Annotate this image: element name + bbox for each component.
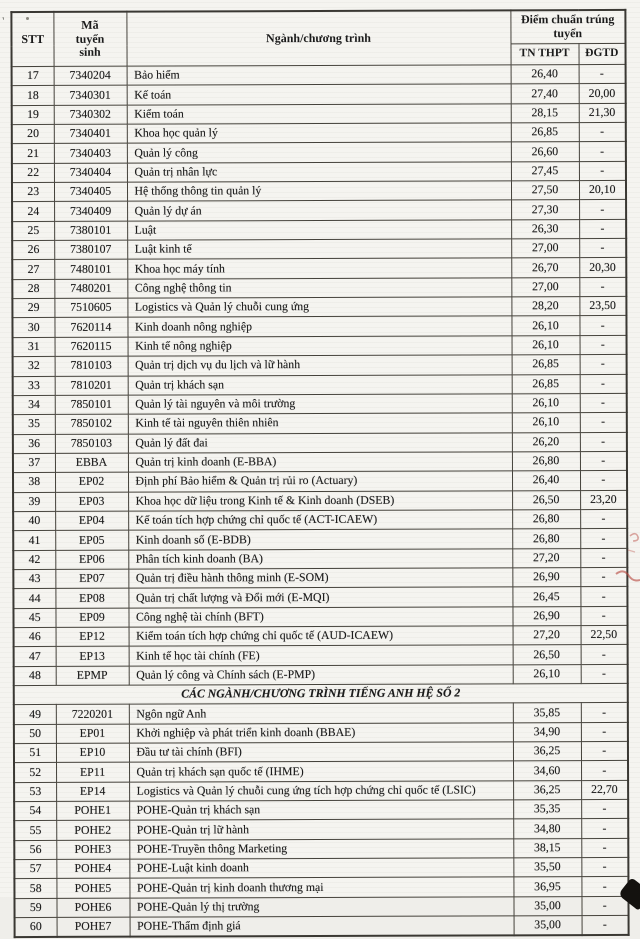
tn-thpt-cell: 26,60 <box>511 142 579 162</box>
stt-cell: 23 <box>12 182 54 201</box>
table-row <box>12 161 626 182</box>
table-row <box>14 799 628 820</box>
major-cell: POHE-Quản trị kinh doanh thương mại <box>129 877 513 898</box>
code-cell: EP03 <box>55 492 128 512</box>
major-cell: Kiểm toán tích hợp chứng chỉ quốc tế (AUD-ICAEW) <box>129 626 513 647</box>
code-cell: EP11 <box>56 763 129 783</box>
header-tn-thpt: TN THPT <box>511 44 579 65</box>
table-row <box>12 64 626 85</box>
stt-cell: 17 <box>12 66 54 85</box>
code-cell: POHE7 <box>57 917 130 937</box>
stt-cell: 31 <box>13 337 55 356</box>
tn-thpt-cell: 27,45 <box>511 161 579 181</box>
stt-cell: 55 <box>14 821 56 840</box>
dgtd-cell: - <box>581 799 628 819</box>
code-cell: 7480201 <box>54 279 127 299</box>
code-cell: POHE5 <box>56 879 129 899</box>
dgtd-cell: 22,50 <box>581 625 628 645</box>
dgtd-cell: 22,70 <box>581 780 628 800</box>
table-row <box>14 741 628 762</box>
dgtd-cell: - <box>579 219 626 239</box>
code-cell: EP10 <box>56 743 129 763</box>
tn-thpt-cell: 26,70 <box>511 258 579 278</box>
tn-thpt-cell: 34,80 <box>513 819 581 839</box>
table-row <box>13 355 627 376</box>
dgtd-cell: - <box>581 896 628 916</box>
code-cell: 7620114 <box>54 318 127 338</box>
code-cell: EP01 <box>56 724 129 744</box>
table-row <box>13 451 627 472</box>
code-cell: 7850103 <box>55 434 128 454</box>
table-row <box>12 103 626 124</box>
tn-thpt-cell: 26,85 <box>511 123 579 143</box>
major-cell: Kinh tế học tài chính (FE) <box>129 645 513 666</box>
scan-tick-mark: ' <box>1 13 7 29</box>
admission-scores-table <box>10 9 629 939</box>
stt-cell: 54 <box>14 801 56 820</box>
tn-thpt-cell: 26,10 <box>512 393 580 413</box>
code-cell: EP05 <box>55 530 128 550</box>
major-cell: Khởi nghiệp và phát triển kinh doanh (BBAE) <box>129 723 513 744</box>
code-cell: POHE6 <box>56 898 129 918</box>
stt-cell: 36 <box>13 434 55 453</box>
major-cell: Quản trị khách sạn quốc tế (IHME) <box>129 761 513 782</box>
major-cell: Ngôn ngữ Anh <box>129 703 513 724</box>
table-row <box>14 838 628 859</box>
dgtd-cell: - <box>580 355 627 375</box>
code-cell: 7340301 <box>54 86 127 106</box>
table-row <box>14 664 628 685</box>
code-cell: 7340409 <box>54 202 127 222</box>
table-row <box>13 471 627 492</box>
tn-thpt-cell: 38,15 <box>513 838 581 858</box>
major-cell: POHE-Quản trị khách sạn <box>129 800 513 821</box>
tn-thpt-cell: 35,00 <box>514 916 582 936</box>
major-cell: Quản lý đất đai <box>128 432 512 453</box>
dgtd-cell: - <box>582 916 629 936</box>
table-row <box>13 374 627 395</box>
tn-thpt-cell: 27,20 <box>513 626 581 646</box>
dgtd-cell: 20,30 <box>579 258 626 278</box>
code-cell: EP04 <box>55 511 128 531</box>
major-cell: POHE-Truyền thông Marketing <box>129 839 513 860</box>
dgtd-cell: - <box>580 567 627 587</box>
dgtd-cell: - <box>581 703 628 723</box>
dgtd-cell: - <box>581 858 628 878</box>
dgtd-cell: - <box>580 374 627 394</box>
major-cell: Kế toán <box>127 84 511 105</box>
major-cell: Quản trị khách sạn <box>128 374 512 395</box>
table-row <box>12 316 626 337</box>
table-row <box>12 180 626 201</box>
stt-cell: 48 <box>14 666 56 685</box>
code-cell: POHE3 <box>56 840 129 860</box>
table-row <box>14 722 628 743</box>
code-cell: 7340204 <box>54 66 127 86</box>
tn-thpt-cell: 27,00 <box>511 277 579 297</box>
stt-cell: 25 <box>12 221 54 240</box>
tn-thpt-cell: 27,40 <box>511 84 579 104</box>
stt-cell: 46 <box>14 627 56 646</box>
code-cell: 7380101 <box>54 221 127 241</box>
header-stt: STT <box>11 12 53 67</box>
table-row <box>12 297 626 318</box>
major-cell: POHE-Quản trị lữ hành <box>129 819 513 840</box>
code-cell: EP06 <box>55 550 128 570</box>
major-cell: Công nghệ tài chính (BFT) <box>128 606 512 627</box>
table-row <box>13 335 627 356</box>
major-cell: Quản lý công và Chính sách (E-PMP) <box>129 664 513 685</box>
code-cell: EBBA <box>55 453 128 473</box>
table-body <box>12 64 629 937</box>
stt-cell: 26 <box>12 241 54 260</box>
stt-cell: 49 <box>14 705 56 724</box>
stt-cell: 21 <box>12 144 54 163</box>
dgtd-cell: - <box>581 722 628 742</box>
stt-cell: 50 <box>14 724 56 743</box>
tn-thpt-cell: 26,50 <box>512 490 580 510</box>
stt-cell: 32 <box>13 357 55 376</box>
tn-thpt-cell: 26,10 <box>512 335 580 355</box>
dgtd-cell: 20,10 <box>579 180 626 200</box>
dgtd-cell: - <box>581 645 628 665</box>
header-dgtd: ĐGTD <box>579 43 626 64</box>
code-cell: EP02 <box>55 472 128 492</box>
table-row <box>13 413 627 434</box>
major-cell: Khoa học máy tính <box>127 258 511 279</box>
major-cell: POHE-Quản lý thị trường <box>129 897 513 918</box>
table-row <box>14 858 628 879</box>
dgtd-cell: - <box>581 838 628 858</box>
major-cell: Logistics và Quản lý chuỗi cung ứng <box>127 297 511 318</box>
dgtd-cell: - <box>579 277 626 297</box>
stt-cell: 39 <box>13 492 55 511</box>
major-cell: Khoa học quản lý <box>127 123 511 144</box>
dgtd-cell: - <box>579 239 626 259</box>
tn-thpt-cell: 26,10 <box>512 413 580 433</box>
code-cell: POHE1 <box>56 801 129 821</box>
major-cell: POHE-Thẩm định giá <box>130 916 514 937</box>
code-cell: EP09 <box>55 608 128 628</box>
tn-thpt-cell: 36,95 <box>513 877 581 897</box>
stt-cell: 44 <box>13 589 55 608</box>
section-title: CÁC NGÀNH/CHƯƠNG TRÌNH TIẾNG ANH HỆ SỐ 2 <box>14 683 628 704</box>
header-score-group: Điểm chuẩn trúng tuyển <box>510 10 625 44</box>
dgtd-cell: - <box>581 877 628 897</box>
stt-cell: 60 <box>15 918 57 938</box>
tn-thpt-cell: 26,40 <box>512 471 580 491</box>
code-cell: 7480101 <box>54 260 127 280</box>
stt-cell: 51 <box>14 743 56 762</box>
stt-cell: 40 <box>13 511 55 530</box>
table-row <box>12 84 626 105</box>
stt-cell: 45 <box>13 608 55 627</box>
major-cell: Quản trị dịch vụ du lịch và lữ hành <box>128 355 512 376</box>
dgtd-cell: - <box>580 587 627 607</box>
code-cell: 7340405 <box>54 182 127 202</box>
table-row <box>14 645 628 666</box>
stt-cell: 18 <box>12 86 54 105</box>
major-cell: Quản trị điều hành thông minh (E-SOM) <box>128 568 512 589</box>
table-row <box>14 819 628 840</box>
major-cell: Logistics và Quản lý chuỗi cung ứng tích hợp chứng chỉ quốc tế (LSIC) <box>129 781 513 802</box>
section-header-row <box>14 683 628 704</box>
dgtd-cell: - <box>579 142 626 162</box>
major-cell: Kinh tế tài nguyên thiên nhiên <box>128 413 512 434</box>
stt-cell: 56 <box>14 840 56 859</box>
stt-cell: 59 <box>14 898 56 917</box>
stt-cell: 28 <box>12 279 54 298</box>
major-cell: Kinh doanh nông nghiệp <box>127 316 511 337</box>
major-cell: Hệ thống thông tin quản lý <box>127 181 511 202</box>
tn-thpt-cell: 26,80 <box>512 509 580 529</box>
tn-thpt-cell: 26,80 <box>512 529 580 549</box>
table-row <box>12 239 626 260</box>
table-row <box>14 896 628 917</box>
table-row <box>13 529 627 550</box>
table-row <box>12 219 626 240</box>
stt-cell: 41 <box>13 531 55 550</box>
major-cell: Định phí Bảo hiểm & Quản trị rủi ro (Actuary) <box>128 471 512 492</box>
code-cell: EP13 <box>56 646 129 666</box>
stt-cell: 37 <box>13 453 55 472</box>
dgtd-cell: - <box>581 741 628 761</box>
table-row <box>13 567 627 588</box>
dgtd-cell: 23,20 <box>580 490 627 510</box>
code-cell: POHE4 <box>56 859 129 879</box>
tn-thpt-cell: 28,15 <box>511 103 579 123</box>
code-cell: EP14 <box>56 782 129 802</box>
code-cell: 7340401 <box>54 124 127 144</box>
major-cell: Quản lý tài nguyên và môi trường <box>128 394 512 415</box>
tn-thpt-cell: 26,50 <box>513 645 581 665</box>
major-cell: Quản trị chất lượng và Đổi mới (E-MQI) <box>128 587 512 608</box>
tn-thpt-cell: 36,25 <box>513 780 581 800</box>
stt-cell: 38 <box>13 473 55 492</box>
tn-thpt-cell: 26,90 <box>512 568 580 588</box>
dgtd-cell: - <box>579 200 626 220</box>
table-row <box>13 509 627 530</box>
dgtd-cell: 20,00 <box>579 84 626 104</box>
stt-cell: 22 <box>12 163 54 182</box>
table-row <box>12 200 626 221</box>
dgtd-cell: - <box>580 509 627 529</box>
tn-thpt-cell: 26,85 <box>512 374 580 394</box>
dgtd-cell: - <box>579 316 626 336</box>
stt-cell: 34 <box>13 395 55 414</box>
table-row <box>13 432 627 453</box>
tn-thpt-cell: 27,00 <box>511 239 579 259</box>
tn-thpt-cell: 26,90 <box>512 606 580 626</box>
dgtd-cell: - <box>580 471 627 491</box>
tn-thpt-cell: 35,85 <box>513 703 581 723</box>
major-cell: Luật kinh tế <box>127 239 511 260</box>
code-cell: 7810103 <box>55 356 128 376</box>
major-cell: Quản trị nhân lực <box>127 162 511 183</box>
dgtd-cell: 23,50 <box>579 297 626 317</box>
table-row <box>13 587 627 608</box>
tn-thpt-cell: 34,90 <box>513 722 581 742</box>
code-cell: POHE2 <box>56 821 129 841</box>
table-row <box>14 703 628 724</box>
stt-cell: 57 <box>14 860 56 879</box>
dgtd-cell: - <box>579 122 626 142</box>
major-cell: Bảo hiểm <box>127 65 511 86</box>
code-cell: 7340302 <box>54 105 127 125</box>
major-cell: Kiểm toán <box>127 104 511 125</box>
table-row <box>13 490 627 511</box>
dgtd-cell: - <box>580 432 627 452</box>
tn-thpt-cell: 26,45 <box>512 587 580 607</box>
stt-cell: 42 <box>13 550 55 569</box>
dgtd-cell: - <box>581 819 628 839</box>
major-cell: Khoa học dữ liệu trong Kinh tế & Kinh doanh (DSEB) <box>128 490 512 511</box>
code-cell: EPMP <box>56 666 129 686</box>
stt-cell: 52 <box>14 763 56 782</box>
tn-thpt-cell: 27,30 <box>511 200 579 220</box>
red-pen-scribble <box>614 528 640 600</box>
code-cell: EP08 <box>55 588 128 608</box>
tn-thpt-cell: 36,25 <box>513 742 581 762</box>
stt-cell: 24 <box>12 202 54 221</box>
table-row <box>13 548 627 569</box>
table-row <box>12 142 626 163</box>
table-row <box>12 258 626 279</box>
tn-thpt-cell: 26,20 <box>512 432 580 452</box>
table-row <box>15 916 629 938</box>
stt-cell: 53 <box>14 782 56 801</box>
tn-thpt-cell: 27,20 <box>512 548 580 568</box>
tn-thpt-cell: 34,60 <box>513 761 581 781</box>
table-row <box>14 761 628 782</box>
header-major: Ngành/chương trình <box>126 10 510 66</box>
tn-thpt-cell: 26,30 <box>511 219 579 239</box>
header-row-1 <box>11 10 625 46</box>
stt-cell: 29 <box>12 299 54 318</box>
major-cell: Đầu tư tài chính (BFI) <box>129 742 513 763</box>
dgtd-cell: - <box>580 451 627 471</box>
code-cell: 7340403 <box>54 144 127 164</box>
dgtd-cell: - <box>580 335 627 355</box>
table-row <box>14 877 628 898</box>
dgtd-cell: - <box>581 761 628 781</box>
stt-cell: 30 <box>12 318 54 337</box>
tn-thpt-cell: 26,10 <box>513 664 581 684</box>
tn-thpt-cell: 35,35 <box>513 800 581 820</box>
code-cell: 7220201 <box>56 705 129 725</box>
code-cell: EP07 <box>55 569 128 589</box>
dgtd-cell: - <box>581 664 628 684</box>
tn-thpt-cell: 28,20 <box>511 297 579 317</box>
major-cell: Phân tích kinh doanh (BA) <box>128 548 512 569</box>
stt-cell: 47 <box>14 647 56 666</box>
dgtd-cell: - <box>579 64 626 84</box>
header-admission-code: Mã tuyển sinh <box>53 12 126 67</box>
table-row <box>13 393 627 414</box>
major-cell: Quản lý dự án <box>127 200 511 221</box>
tn-thpt-cell: 26,40 <box>511 65 579 85</box>
stt-cell: 20 <box>12 124 54 143</box>
dgtd-cell: - <box>580 548 627 568</box>
dgtd-cell: - <box>580 529 627 549</box>
code-cell: 7810201 <box>55 376 128 396</box>
major-cell: Quản trị kinh doanh (E-BBA) <box>128 452 512 473</box>
table-row <box>13 606 627 627</box>
major-cell: Luật <box>127 220 511 241</box>
stt-cell: 33 <box>13 376 55 395</box>
table-row <box>14 625 628 646</box>
stt-cell: 19 <box>12 105 54 124</box>
tn-thpt-cell: 27,50 <box>511 181 579 201</box>
dgtd-cell: 21,30 <box>579 103 626 123</box>
table-header <box>11 10 625 67</box>
tn-thpt-cell: 26,80 <box>512 451 580 471</box>
tn-thpt-cell: 26,10 <box>511 316 579 336</box>
major-cell: Công nghệ thông tin <box>127 278 511 299</box>
table-row <box>14 780 628 801</box>
code-cell: 7380107 <box>54 240 127 260</box>
major-cell: POHE-Luật kinh doanh <box>129 858 513 879</box>
tn-thpt-cell: 26,85 <box>512 355 580 375</box>
stt-cell: 35 <box>13 415 55 434</box>
dgtd-cell: - <box>580 606 627 626</box>
dgtd-cell: - <box>580 393 627 413</box>
stt-cell: 43 <box>13 569 55 588</box>
code-cell: 7850102 <box>55 414 128 434</box>
major-cell: Quản lý công <box>127 142 511 163</box>
code-cell: 7340404 <box>54 163 127 183</box>
stt-cell: 27 <box>12 260 54 279</box>
code-cell: 7850101 <box>55 395 128 415</box>
code-cell: EP12 <box>56 627 129 647</box>
major-cell: Kinh tế nông nghiệp <box>128 336 512 357</box>
major-cell: Kinh doanh số (E-BDB) <box>128 529 512 550</box>
tn-thpt-cell: 35,50 <box>513 858 581 878</box>
dgtd-cell: - <box>580 413 627 433</box>
table-row <box>12 122 626 143</box>
code-cell: 7620115 <box>55 337 128 357</box>
code-cell: 7510605 <box>54 298 127 318</box>
tn-thpt-cell: 35,00 <box>513 896 581 916</box>
major-cell: Kế toán tích hợp chứng chỉ quốc tế (ACT-ICAEW) <box>128 510 512 531</box>
table-row <box>12 277 626 298</box>
dgtd-cell: - <box>579 161 626 181</box>
stt-cell: 58 <box>14 879 56 898</box>
